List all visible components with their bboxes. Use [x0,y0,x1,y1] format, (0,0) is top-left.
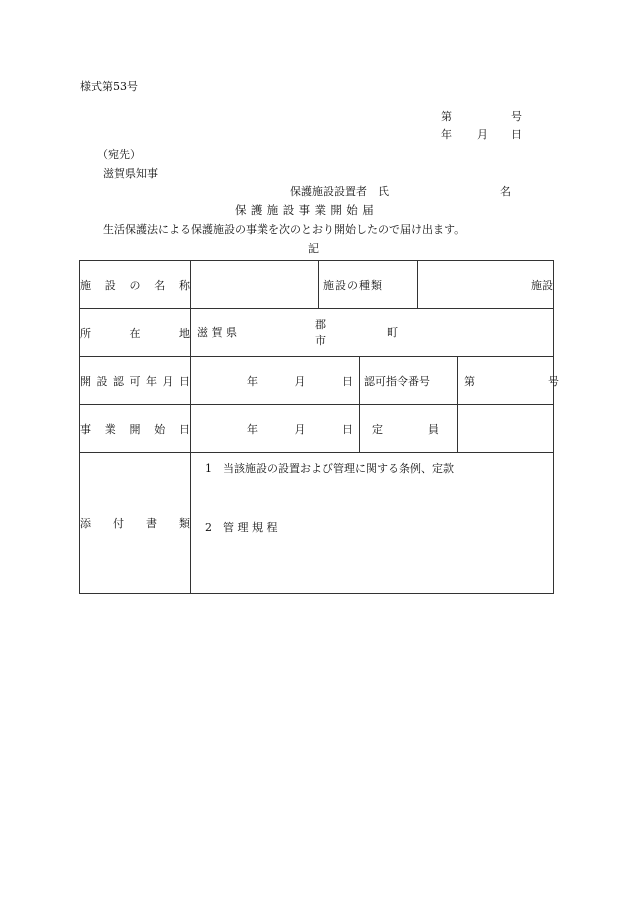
date-year-label: 年 [441,128,452,141]
approval-number-prefix: 第 [464,374,475,388]
document-title: 保護施設事業開始届 [235,203,379,217]
facility-name-label-cell [80,261,191,309]
approval-date-field[interactable] [191,357,360,405]
facility-type-label: 施設の種類 [323,278,383,292]
name-suffix: 名 [500,185,511,198]
addressee-label: （宛先） [97,148,141,161]
approval-year-label: 年 [247,374,258,388]
facility-name-field[interactable] [191,261,319,309]
approval-number-label: 認可指令番号 [364,374,430,388]
application-form-table [79,260,559,594]
intro-text: 生活保護法による保護施設の事業を次のとおり開始したので届け出ます。 [103,223,466,236]
applicant-label: 保護施設設置者 [290,185,367,198]
date-day-label: 日 [511,128,522,141]
approval-date-label: 開 設 認 可 年 月 日 [80,374,190,388]
prefecture-label: 滋 賀 県 [197,326,237,339]
document-number-prefix: 第 [441,110,452,123]
date-month-label: 月 [477,128,488,141]
approval-date-label-cell [80,357,191,405]
facility-type-suffix: 施設 [531,278,553,292]
start-year-label: 年 [247,422,258,436]
capacity-label: 定 員 [372,422,439,436]
facility-type-label-cell [319,261,418,309]
facility-type-field[interactable] [418,261,554,309]
document-number-suffix: 号 [511,110,522,123]
capacity-field[interactable] [458,405,554,453]
start-day-label: 日 [342,422,353,436]
approval-number-field[interactable] [458,357,559,405]
location-field[interactable] [191,309,554,357]
attachments-field [191,453,554,594]
capacity-label-cell [360,405,458,453]
gun-label: 郡 [315,318,326,331]
attachment-item-2: 2 管 理 規 程 [205,521,278,534]
approval-month-label: 月 [294,374,306,388]
attachments-label-cell [80,453,191,594]
start-month-label: 月 [294,422,306,436]
location-label: 所 在 地 [80,326,190,340]
location-label-cell [80,309,191,357]
shi-label: 市 [315,334,326,347]
ki-label: 記 [308,242,319,255]
attachment-item-1: 1 当該施設の設置および管理に関する条例、定款 [205,462,454,475]
facility-name-label: 施 設 の 名 称 [80,278,190,292]
name-label: 氏 [378,185,389,198]
approval-number-label-cell [360,357,458,405]
attachments-label: 添 付 書 類 [80,517,190,530]
governor-label: 滋賀県知事 [103,167,158,180]
start-date-field[interactable] [191,405,360,453]
start-date-label: 事 業 開 始 日 [80,422,190,436]
approval-number-suffix: 号 [548,374,559,388]
approval-day-label: 日 [342,374,353,388]
machi-label: 町 [387,326,398,339]
form-number: 様式第53号 [80,80,138,93]
start-date-label-cell [80,405,191,453]
